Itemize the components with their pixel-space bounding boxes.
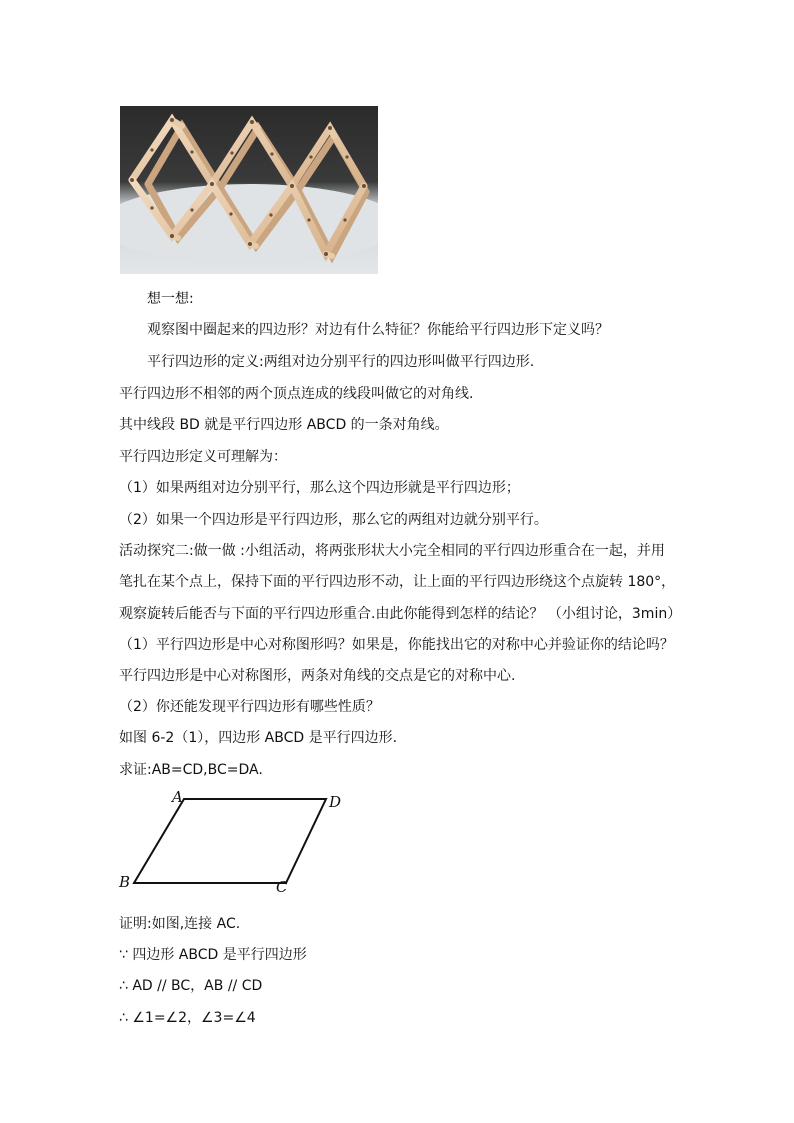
vertex-label-d: D bbox=[329, 793, 342, 811]
parallelogram-figure bbox=[116, 788, 352, 894]
vertex-label-b: B bbox=[119, 873, 131, 891]
proof-intro: 证明:如图,连接 AC. bbox=[119, 916, 241, 932]
question-1: （1）平行四边形是中心对称图形吗？如果是，你能找出它的对称中心并验证你的结论吗？ bbox=[119, 637, 674, 653]
understanding-item-1: （1）如果两组对边分别平行，那么这个四边形就是平行四边形； bbox=[119, 480, 520, 496]
vertex-label-c: C bbox=[276, 878, 288, 894]
proof-step-3: ∴ ∠1=∠2，∠3=∠4 bbox=[119, 1010, 256, 1026]
observe-question: 观察图中圈起来的四边形？对边有什么特征？你能给平行四边形下定义吗？ bbox=[147, 322, 609, 338]
wooden-rack-photo bbox=[120, 106, 378, 274]
vertex-label-a: A bbox=[172, 788, 183, 806]
answer-1: 平行四边形是中心对称图形，两条对角线的交点是它的对称中心. bbox=[119, 668, 516, 684]
definition-text: 平行四边形的定义:两组对边分别平行的四边形叫做平行四边形. bbox=[147, 354, 535, 370]
proof-step-1: ∵ 四边形 ABCD 是平行四边形 bbox=[119, 947, 307, 963]
parallelogram-shape bbox=[134, 799, 326, 883]
activity-text-1: 活动探究二:做一做 :小组活动，将两张形状大小完全相同的平行四边形重合在一起，并用 bbox=[119, 543, 665, 559]
activity-text-3: 观察旋转后能否与下面的平行四边形重合.由此你能得到怎样的结论？ （小组讨论，3min） bbox=[119, 606, 682, 622]
question-2: （2）你还能发现平行四边形有哪些性质？ bbox=[119, 699, 380, 715]
activity-text-2: 笔扎在某个点上，保持下面的平行四边形不动，让上面的平行四边形绕这个点旋转 180°， bbox=[119, 574, 676, 590]
prove-statement: 求证:AB=CD,BC=DA. bbox=[119, 762, 263, 778]
definition-understanding: 平行四边形定义可理解为： bbox=[119, 449, 287, 465]
figure-reference: 如图 6-2（1），四边形 ABCD 是平行四边形. bbox=[119, 730, 398, 746]
proof-step-2: ∴ AD // BC，AB // CD bbox=[119, 978, 263, 994]
diagonal-example: 其中线段 BD 就是平行四边形 ABCD 的一条对角线。 bbox=[119, 417, 449, 433]
think-heading: 想一想: bbox=[147, 291, 194, 307]
diagonal-definition: 平行四边形不相邻的两个顶点连成的线段叫做它的对角线. bbox=[119, 386, 474, 402]
understanding-item-2: （2）如果一个四边形是平行四边形，那么它的两组对边就分别平行。 bbox=[119, 512, 548, 528]
